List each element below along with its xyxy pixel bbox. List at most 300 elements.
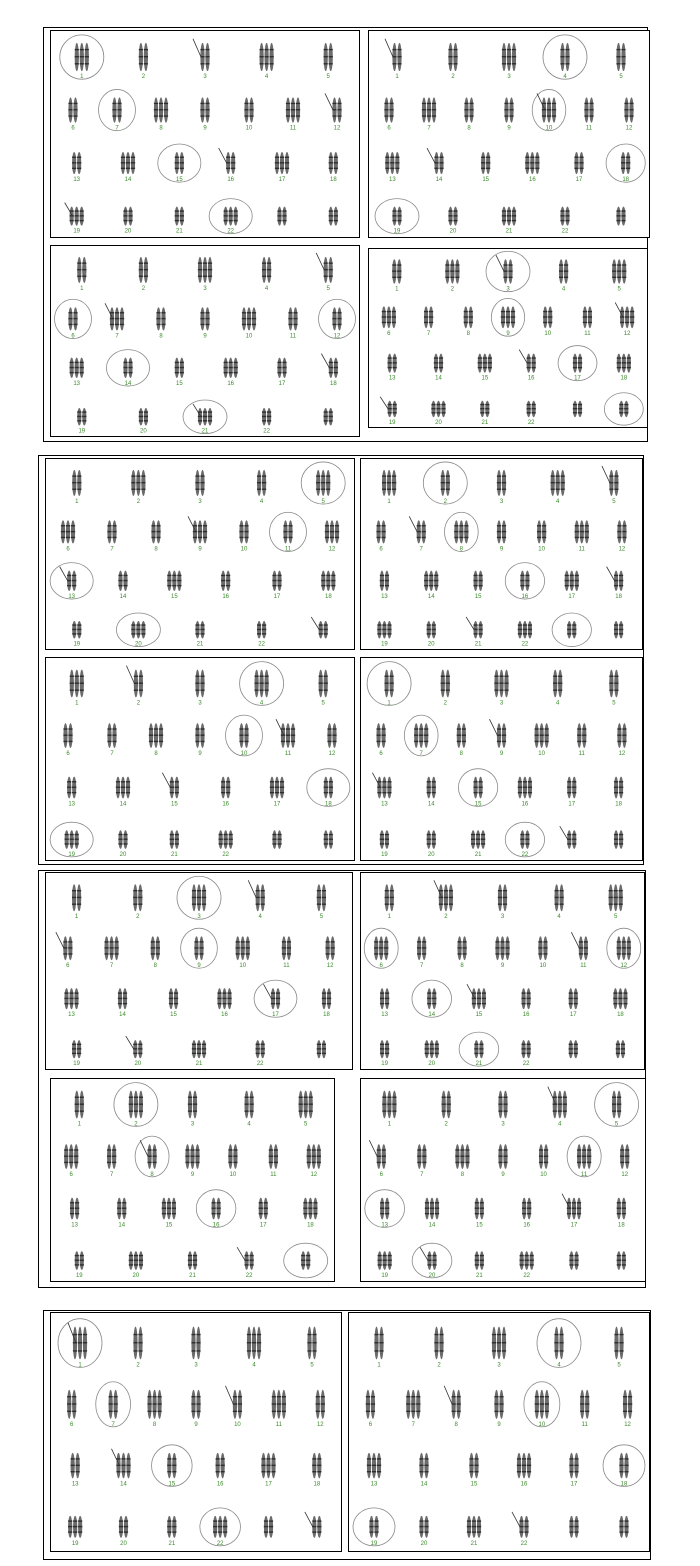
chromosome-number-label: 15: [170, 1012, 177, 1019]
chromosome-band: [617, 953, 621, 954]
chromosome-band: [385, 1053, 389, 1054]
chromosome-band: [64, 1162, 68, 1163]
chromosome-number-label: 17: [273, 594, 281, 601]
chromosome-band: [317, 1471, 321, 1472]
chromosome-band: [208, 262, 212, 263]
chromosome-band: [424, 575, 428, 576]
chromosome-pair: [70, 358, 84, 378]
chromosome-number-label: 3: [197, 914, 201, 921]
chromosome-band: [424, 1465, 428, 1466]
chromosome-band: [569, 1471, 573, 1472]
chromosome-pair: [520, 830, 529, 849]
chromosome-band: [392, 215, 396, 216]
chromosome-pair: [303, 1198, 317, 1220]
chromosome-band: [392, 49, 396, 50]
chromosome-band: [147, 1396, 151, 1397]
chromosome-band: [265, 689, 269, 690]
chromosome-band: [114, 1396, 118, 1397]
chromosome-band: [255, 689, 259, 690]
chromosome-band: [469, 311, 473, 312]
chromosome-band: [216, 1458, 220, 1459]
chromosome-band: [499, 1403, 503, 1404]
chromosome-band: [262, 629, 266, 630]
chromosome-band: [500, 953, 504, 954]
chromosome-band: [222, 992, 226, 993]
chromosome-band: [435, 1213, 439, 1214]
chromosome-band: [200, 633, 204, 634]
chromosome-band: [72, 633, 76, 634]
chromosome-band: [335, 531, 339, 532]
chromosome-band: [138, 1053, 142, 1054]
chromosome-band: [517, 1458, 521, 1459]
chromosome-band: [471, 843, 475, 844]
chromosome-pair: [63, 936, 72, 960]
chromosome-band: [121, 157, 125, 158]
chromosome-band: [483, 362, 487, 363]
chromosome-band: [75, 1202, 79, 1203]
chromosome-number-label: 4: [258, 914, 262, 921]
chromosome-band: [422, 947, 426, 948]
chromosome-band: [542, 537, 546, 538]
chromosome-band: [282, 941, 286, 942]
chromosome-band: [112, 735, 116, 736]
chromosome-pair: [580, 1390, 589, 1419]
chromosome-band: [117, 103, 121, 104]
chromosome-band: [229, 215, 233, 216]
chromosome-number-label: 7: [420, 1171, 424, 1178]
chromosome-band: [583, 322, 587, 323]
chromosome-band: [218, 1520, 222, 1521]
chromosome-band: [447, 1110, 451, 1111]
chromosome-band: [170, 792, 174, 793]
chromosome-band: [195, 676, 199, 677]
chromosome-band: [505, 941, 509, 942]
chromosome-band: [629, 115, 633, 116]
chromosome-band: [424, 1520, 428, 1521]
chromosome-band: [558, 1097, 562, 1098]
chromosome-band: [614, 890, 618, 891]
chromosome-band: [126, 1465, 130, 1466]
chromosome-band: [376, 728, 380, 729]
chromosome-band: [585, 1403, 589, 1404]
chromosome-number-label: 13: [68, 1012, 75, 1019]
chromosome-band: [614, 489, 618, 490]
chromosome-band: [260, 676, 264, 677]
chromosome-band: [427, 115, 431, 116]
chromosome-band: [609, 676, 613, 677]
chromosome-band: [464, 525, 468, 526]
chromosome-pair: [380, 988, 389, 1009]
chromosome-band: [275, 168, 279, 169]
chromosome-band: [139, 1110, 143, 1111]
chromosome-band: [286, 109, 290, 110]
chromosome-band: [67, 575, 71, 576]
chromosome-band: [167, 1458, 171, 1459]
chromosome-band: [293, 318, 297, 319]
chromosome-pair: [616, 1040, 625, 1058]
chromosome-pair: [283, 520, 292, 543]
chromosome-band: [75, 1097, 79, 1098]
chromosome-pair: [388, 401, 397, 417]
chromosome-band: [626, 168, 630, 169]
chromosome-pair: [151, 520, 160, 543]
chromosome-band: [282, 215, 286, 216]
chromosome-band: [80, 215, 84, 216]
chromosome-pair: [259, 1198, 268, 1220]
chromosome-band: [380, 1053, 384, 1054]
chromosome-pair: [448, 207, 457, 226]
chromosome-band: [621, 1044, 625, 1045]
chromosome-pair: [414, 723, 428, 748]
chromosome-band: [434, 580, 438, 581]
chromosome-band: [262, 416, 266, 417]
chromosome-band: [304, 1110, 308, 1111]
chromosome-band: [139, 1264, 143, 1265]
chromosome-pair: [239, 723, 248, 748]
chromosome-band: [299, 1104, 303, 1105]
chromosome-number-label: 16: [227, 177, 235, 184]
chromosome-band: [505, 953, 509, 954]
chromosome-band: [503, 1104, 507, 1105]
chromosome-band: [417, 1156, 421, 1157]
chromosome-band: [419, 1520, 423, 1521]
chromosome-band: [282, 362, 286, 363]
chromosome-band: [397, 264, 401, 265]
chromosome-band: [379, 1350, 383, 1351]
chromosome-number-label: 3: [507, 74, 511, 81]
chromosome-band: [233, 1396, 237, 1397]
chromosome-band: [175, 210, 179, 211]
chromosome-band: [129, 1260, 133, 1261]
chromosome-band: [175, 162, 179, 163]
chromosome-band: [495, 941, 499, 942]
chromosome-band: [217, 1003, 221, 1004]
chromosome-band: [80, 676, 84, 677]
chromosome-band: [486, 157, 490, 158]
chromosome-band: [272, 1396, 276, 1397]
chromosome-band: [322, 1053, 326, 1054]
chromosome-band: [395, 157, 399, 158]
chromosome-band: [382, 482, 386, 483]
chromosome-band: [392, 475, 396, 476]
chromosome-band: [397, 277, 401, 278]
chromosome-band: [73, 1334, 77, 1335]
chromosome-band: [609, 683, 613, 684]
chromosome-band: [630, 316, 634, 317]
chromosome-number-label: 13: [73, 381, 81, 388]
chromosome-band: [272, 843, 276, 844]
chromosome-band: [276, 992, 280, 993]
chromosome-band: [331, 575, 335, 576]
chromosome-pair: [118, 988, 127, 1009]
chromosome-number-label: 20: [427, 641, 435, 648]
chromosome-pair: [442, 1091, 451, 1119]
chromosome-band: [162, 1208, 166, 1209]
chromosome-band: [439, 903, 443, 904]
chromosome-number-label: 1: [387, 700, 391, 707]
chromosome-number-label: 10: [245, 333, 253, 340]
chromosome-band: [446, 676, 450, 677]
chromosome-pair: [117, 1198, 126, 1220]
chromosome-pair: [419, 1516, 428, 1538]
chromosome-band: [317, 890, 321, 891]
chromosome-pair: [200, 97, 209, 122]
chromosome-band: [574, 1053, 578, 1054]
chromosome-band: [139, 416, 143, 417]
chromosome-band: [293, 312, 297, 313]
chromosome-band: [574, 1003, 578, 1004]
chromosome-band: [192, 903, 196, 904]
chromosome-number-label: 20: [420, 1540, 428, 1547]
chromosome-pair: [228, 1144, 237, 1169]
chromosome-band: [523, 633, 527, 634]
chromosome-band: [543, 322, 547, 323]
chromosome-band: [175, 843, 179, 844]
chromosome-band: [483, 357, 487, 358]
chromosome-band: [480, 408, 484, 409]
chromosome-band: [329, 269, 333, 270]
arrow-icon: [519, 350, 527, 364]
chromosome-number-label: 10: [538, 1421, 546, 1428]
chromosome-band: [565, 575, 569, 576]
chromosome-band: [112, 1149, 116, 1150]
chromosome-pair: [520, 571, 529, 591]
chromosome-band: [329, 157, 333, 158]
chromosome-band: [585, 531, 589, 532]
chromosome-band: [332, 735, 336, 736]
chromosome-band: [331, 947, 335, 948]
chromosome-number-label: 6: [379, 963, 383, 970]
chromosome-band: [175, 792, 179, 793]
chromosome-band: [577, 1213, 581, 1214]
chromosome-band: [511, 311, 515, 312]
chromosome-band: [406, 1396, 410, 1397]
chromosome-band: [509, 109, 513, 110]
chromosome-band: [198, 525, 202, 526]
chromosome-band: [222, 998, 226, 999]
chromosome-band: [138, 1350, 142, 1351]
chromosome-pair: [121, 152, 135, 174]
chromosome-band: [585, 537, 589, 538]
chromosome-band: [245, 1264, 249, 1265]
chromosome-band: [329, 210, 333, 211]
chromosome-band: [131, 489, 135, 490]
chromosome-pair: [236, 936, 250, 960]
chromosome-band: [177, 580, 181, 581]
chromosome-band: [502, 537, 506, 538]
chromosome-band: [580, 537, 584, 538]
chromosome-band: [502, 741, 506, 742]
chromosome-band: [317, 1531, 321, 1532]
chromosome-pair: [316, 1390, 325, 1419]
chromosome-band: [387, 1110, 391, 1111]
chromosome-band: [580, 1403, 584, 1404]
chromosome-band: [392, 1110, 396, 1111]
chromosome-band: [431, 412, 435, 413]
chromosome-number-label: 9: [507, 125, 511, 132]
chromosome-band: [392, 489, 396, 490]
chromosome-band: [239, 531, 243, 532]
chromosome-band: [584, 109, 588, 110]
chromosome-band: [619, 781, 623, 782]
chromosome-number-label: 3: [499, 499, 504, 506]
chromosome-band: [384, 109, 388, 110]
chromosome-band: [583, 316, 587, 317]
chromosome-band: [476, 839, 480, 840]
chromosome-band: [329, 411, 333, 412]
chromosome-number-label: 13: [381, 1012, 388, 1019]
chromosome-band: [617, 1097, 621, 1098]
chromosome-number-label: 13: [388, 177, 396, 184]
chromosome-band: [432, 103, 436, 104]
chromosome-pair: [609, 470, 618, 496]
chromosome-band: [74, 1156, 78, 1157]
chromosome-band: [379, 953, 383, 954]
chromosome-band: [622, 362, 626, 363]
chromosome-band: [385, 1208, 389, 1209]
chromosome-band: [329, 63, 333, 64]
chromosome-band: [203, 416, 207, 417]
chromosome-band: [517, 1465, 521, 1466]
chromosome-band: [465, 1149, 469, 1150]
chromosome-band: [313, 1202, 317, 1203]
chromosome-band: [141, 482, 145, 483]
chromosome-band: [312, 1471, 316, 1472]
chromosome-band: [380, 843, 384, 844]
chromosome-number-label: 8: [460, 1171, 465, 1178]
chromosome-band: [478, 787, 482, 788]
chromosome-pair: [577, 1144, 591, 1169]
chromosome-band: [270, 49, 274, 50]
chromosome-pair: [67, 571, 76, 591]
chromosome-number-label: 5: [310, 1362, 314, 1369]
chromosome-band: [316, 1396, 320, 1397]
chromosome-band: [77, 897, 81, 898]
chromosome-band: [527, 357, 531, 358]
chromosome-number-label: 10: [540, 1171, 547, 1178]
chromosome-band: [82, 276, 86, 277]
chromosome-pair: [72, 152, 81, 174]
chromosome-band: [144, 411, 148, 412]
chromosome-pair: [623, 1390, 632, 1419]
chromosome-band: [72, 585, 76, 586]
chromosome-band: [614, 843, 618, 844]
chromosome-band: [572, 792, 576, 793]
chromosome-band: [221, 585, 225, 586]
chromosome-band: [283, 525, 287, 526]
chromosome-band: [481, 162, 485, 163]
chromosome-number-label: 21: [474, 851, 482, 858]
chromosome-pair: [497, 723, 506, 748]
chromosome-band: [331, 941, 335, 942]
chromosome-pair: [427, 621, 436, 639]
chromosome-pair: [424, 571, 438, 591]
chromosome-band: [71, 537, 75, 538]
chromosome-band: [619, 629, 623, 630]
chromosome-band: [200, 49, 204, 50]
chromosome-band: [128, 210, 132, 211]
chromosome-band: [385, 992, 389, 993]
chromosome-band: [527, 1202, 531, 1203]
chromosome-band: [129, 1255, 133, 1256]
chromosome-band: [588, 311, 592, 312]
chromosome-band: [167, 1520, 171, 1521]
chromosome-band: [139, 420, 143, 421]
chromosome-band: [291, 115, 295, 116]
chromosome-number-label: 10: [545, 125, 553, 132]
chromosome-band: [390, 162, 394, 163]
chromosome-pair: [75, 1251, 84, 1270]
chromosome-band: [535, 741, 539, 742]
chromosome-band: [432, 1255, 436, 1256]
chromosome-band: [172, 1520, 176, 1521]
chromosome-pair: [382, 306, 396, 328]
chromosome-band: [194, 953, 198, 954]
chromosome-band: [427, 781, 431, 782]
chromosome-pair: [366, 1390, 375, 1419]
chromosome-band: [335, 537, 339, 538]
chromosome-band: [80, 362, 84, 363]
chromosome-band: [80, 1097, 84, 1098]
chromosome-number-label: 20: [124, 228, 132, 235]
chromosome-band: [70, 843, 74, 844]
chromosome-band: [208, 276, 212, 277]
chromosome-band: [385, 1202, 389, 1203]
chromosome-band: [622, 357, 626, 358]
chromosome-band: [247, 1350, 251, 1351]
chromosome-band: [575, 525, 579, 526]
chromosome-band: [553, 689, 557, 690]
chromosome-band: [312, 1342, 316, 1343]
chromosome-band: [80, 63, 84, 64]
chromosome-band: [380, 992, 384, 993]
chromosome-band: [112, 741, 116, 742]
chromosome-number-label: 3: [198, 499, 202, 506]
chromosome-band: [332, 318, 336, 319]
chromosome-band: [319, 689, 323, 690]
chromosome-band: [537, 531, 541, 532]
karyogram-svg: [51, 246, 359, 436]
chromosome-band: [72, 1396, 76, 1397]
chromosome-band: [157, 1403, 161, 1404]
chromosome-pair: [445, 259, 459, 283]
chromosome-band: [78, 1531, 82, 1532]
chromosome-band: [432, 992, 436, 993]
chromosome-band: [286, 115, 290, 116]
chromosome-number-label: 20: [428, 1272, 436, 1279]
chromosome-band: [525, 585, 529, 586]
chromosome-band: [530, 162, 534, 163]
chromosome-band: [432, 109, 436, 110]
chromosome-number-label: 19: [75, 1272, 83, 1279]
chromosome-band: [203, 531, 207, 532]
chromosome-band: [619, 1465, 623, 1466]
chromosome-number-label: 6: [379, 750, 383, 757]
chromosome-band: [261, 897, 265, 898]
chromosome-pair: [316, 470, 330, 496]
chromosome-band: [180, 168, 184, 169]
chromosome-number-label: 19: [68, 851, 76, 858]
chromosome-pair: [167, 1453, 176, 1479]
chromosome-band: [537, 525, 541, 526]
chromosome-band: [200, 312, 204, 313]
chromosome-band: [381, 531, 385, 532]
chromosome-band: [277, 210, 281, 211]
chromosome-number-label: 21: [201, 428, 209, 435]
chromosome-band: [282, 367, 286, 368]
chromosome-band: [64, 1156, 68, 1157]
chromosome-band: [509, 103, 513, 104]
